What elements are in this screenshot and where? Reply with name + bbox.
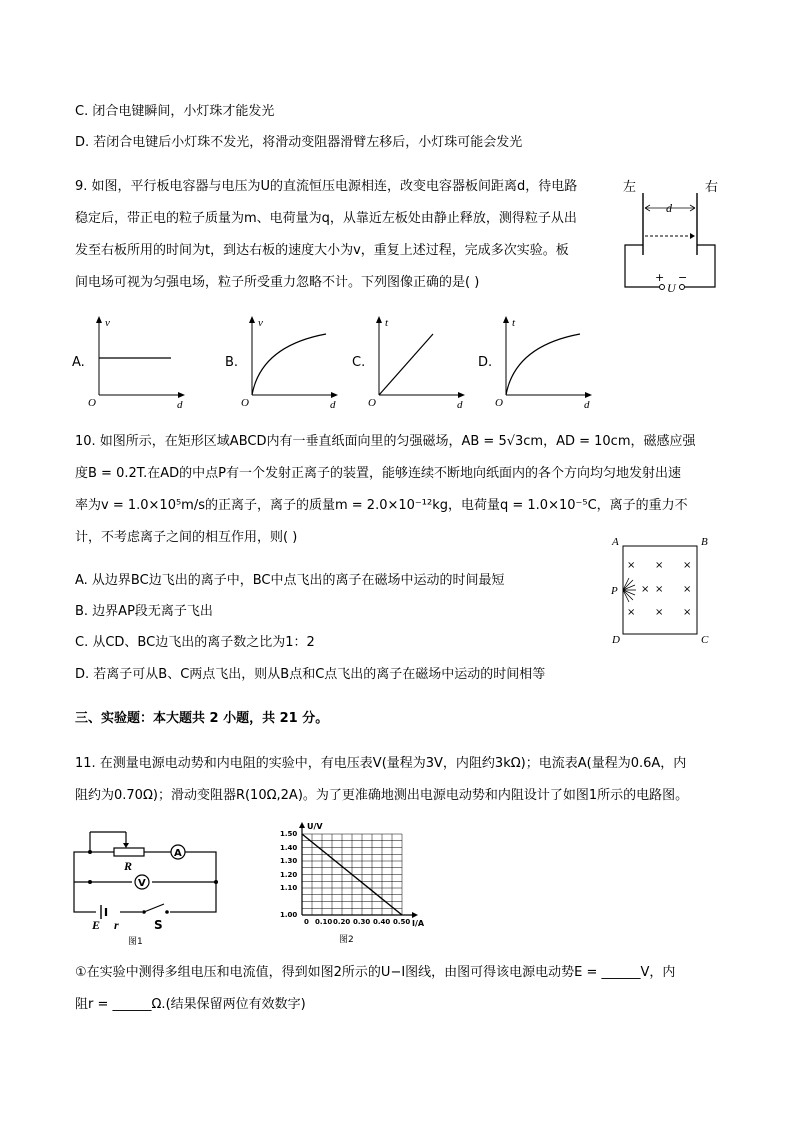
q10-option-c: C. 从CD、BC边飞出的离子数之比为1：2 <box>75 635 315 650</box>
q10-stem-line3: 率为v = 1.0×10⁵m/s的正离子，离子的质量m = 2.0×10⁻¹²kg，电荷量q = 1.0×10⁻⁵C，离子的重力不 <box>75 498 688 513</box>
magnetic-field-figure <box>605 533 720 648</box>
q9-stem-line2: 稳定后，带正电的粒子质量为m、电荷量为q，从靠近左板处由静止释放，测得粒子从出 <box>75 211 577 226</box>
svg-text:0: 0 <box>304 918 309 926</box>
q11-stem-line2: 阻约为0.70Ω)；滑动变阻器R(10Ω,2A)。为了更准确地测出电源电动势和内阻设计了如图1所示的电路图。 <box>75 788 689 803</box>
graph-b-curve <box>252 334 326 395</box>
svg-text:×: × <box>683 584 692 595</box>
circuit-figure-1 <box>70 828 225 948</box>
svg-text:A: A <box>612 536 619 548</box>
graph-c <box>365 312 470 412</box>
svg-text:×: × <box>683 560 692 571</box>
graph-c-option: C. <box>352 355 366 370</box>
svg-text:R: R <box>124 859 133 873</box>
svg-text:U/V: U/V <box>307 822 323 831</box>
graph-d-curve <box>506 334 580 395</box>
label-minus: − <box>678 271 688 284</box>
svg-text:0.30: 0.30 <box>353 918 371 926</box>
q10-option-d: D. 若离子可从B、C两点飞出，则从B点和C点飞出的离子在磁场中运动的时间相等 <box>75 667 546 682</box>
label-d: d <box>666 201 672 215</box>
q11-sub1-line2: 阻r = ______Ω.(结果保留两位有效数字) <box>75 997 306 1012</box>
svg-text:0.20: 0.20 <box>333 918 351 926</box>
q10-option-a: A. 从边界BC边飞出的离子中，BC中点飞出的离子在磁场中运动的时间最短 <box>75 573 505 588</box>
svg-text:P: P <box>611 585 618 597</box>
svg-text:A: A <box>174 848 182 859</box>
graph-a <box>85 312 190 412</box>
svg-text:×: × <box>641 584 650 595</box>
point-p-emitter <box>623 578 636 602</box>
svg-text:O: O <box>88 397 96 409</box>
label-U: U <box>667 281 676 295</box>
svg-text:×: × <box>627 607 636 618</box>
svg-text:v: v <box>258 317 263 329</box>
graph-b-option: B. <box>225 355 239 370</box>
label-left: 左 <box>623 180 637 195</box>
q11-sub1-line1: ①在实验中测得多组电压和电流值，得到如图2所示的U−I图线，由图可得该电源电动势E = ______V，内 <box>75 965 676 980</box>
q10-stem-line1: 10. 如图所示，在矩形区域ABCD内有一垂直纸面向里的匀强磁场，AB = 5√3cm，AD = 10cm，磁感应强 <box>75 434 696 449</box>
svg-text:×: × <box>655 584 664 595</box>
svg-text:×: × <box>655 607 664 618</box>
svg-text:1.20: 1.20 <box>280 871 298 879</box>
svg-text:t: t <box>385 317 389 329</box>
q9-stem-line3: 发至右板所用的时间为t，到达右板的速度大小为v，重复上述过程，完成多次实验。板 <box>75 243 569 258</box>
rheostat-r <box>114 848 144 856</box>
terminal-minus <box>680 285 685 290</box>
svg-text:S: S <box>154 918 163 932</box>
svg-text:d: d <box>330 399 336 411</box>
wire-left <box>625 245 659 287</box>
svg-text:1.10: 1.10 <box>280 884 298 892</box>
svg-text:d: d <box>177 399 183 411</box>
wire-right <box>685 245 715 287</box>
svg-text:0.50: 0.50 <box>393 918 411 926</box>
svg-text:B: B <box>701 536 708 548</box>
q10-stem-line2: 度B = 0.2T.在AD的中点P有一个发射正离子的装置，能够连续不断地向纸面内的各个方向均匀地发射出速 <box>75 466 682 481</box>
svg-text:图2: 图2 <box>339 935 354 945</box>
label-right: 右 <box>705 180 719 195</box>
field-crosses <box>627 560 691 618</box>
graph-b <box>238 312 343 412</box>
svg-text:O: O <box>241 397 249 409</box>
graph-d <box>492 312 597 412</box>
label-plus: + <box>655 271 665 284</box>
svg-text:r: r <box>114 918 119 932</box>
q8-option-d: D. 若闭合电键后小灯珠不发光，将滑动变阻器滑臂左移后，小灯珠可能会发光 <box>75 135 523 150</box>
terminal-plus <box>660 285 665 290</box>
svg-text:O: O <box>495 397 503 409</box>
svg-text:图1: 图1 <box>128 937 143 947</box>
q9-stem-line1: 9. 如图，平行板电容器与电压为U的直流恒压电源相连，改变电容器板间距离d，待电路 <box>75 179 578 194</box>
svg-text:0.40: 0.40 <box>373 918 391 926</box>
svg-text:×: × <box>683 607 692 618</box>
q11-stem-line1: 11. 在测量电源电动势和内电阻的实验中，有电压表V(量程为3V，内阻约3kΩ)；电流表A(量程为0.6A，内 <box>75 756 687 771</box>
svg-text:d: d <box>584 399 590 411</box>
q8-option-c: C. 闭合电键瞬间，小灯珠才能发光 <box>75 104 275 119</box>
capacitor-circuit-figure <box>615 175 730 300</box>
svg-text:d: d <box>457 399 463 411</box>
graph-d-option: D. <box>478 355 493 370</box>
svg-text:1.30: 1.30 <box>280 857 298 865</box>
graph-c-curve <box>379 334 433 395</box>
q10-stem-line4: 计，不考虑离子之间的相互作用，则( ) <box>75 530 298 545</box>
svg-text:O: O <box>368 397 376 409</box>
svg-text:t: t <box>512 317 516 329</box>
svg-text:×: × <box>655 560 664 571</box>
svg-text:1.00: 1.00 <box>280 911 298 919</box>
svg-text:I/A: I/A <box>412 919 425 928</box>
svg-text:×: × <box>627 560 636 571</box>
svg-text:C: C <box>701 634 709 646</box>
svg-text:1.40: 1.40 <box>280 844 298 852</box>
svg-text:V: V <box>138 878 146 889</box>
svg-text:D: D <box>612 634 620 646</box>
q10-option-b: B. 边界AP段无离子飞出 <box>75 604 213 619</box>
svg-text:1.50: 1.50 <box>280 830 298 838</box>
section-3-title: 三、实验题：本大题共 2 小题，共 21 分。 <box>75 711 329 726</box>
q9-stem-line4: 间电场可视为匀强电场，粒子所受重力忽略不计。下列图像正确的是( ) <box>75 275 480 290</box>
svg-text:E: E <box>92 918 101 932</box>
graph-a-option: A. <box>72 355 85 370</box>
ui-graph-figure-2 <box>275 820 435 948</box>
svg-text:0.10: 0.10 <box>315 918 333 926</box>
svg-text:v: v <box>105 317 110 329</box>
